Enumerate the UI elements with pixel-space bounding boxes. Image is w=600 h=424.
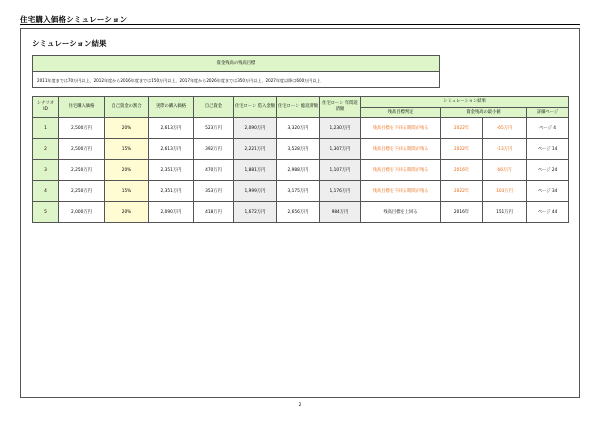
annual-repay-cell: 1,307万円	[320, 139, 361, 160]
header-total-repay: 住宅ローン 総返済額	[277, 97, 320, 118]
total-repay-cell: 3,320万円	[277, 118, 320, 139]
house-price-cell: 2,000万円	[59, 202, 105, 223]
min-balance-value-cell: -13万円	[483, 139, 527, 160]
detail-page-cell: ページ 14	[527, 139, 569, 160]
balance-target-header: 資金残高の残高目標	[33, 56, 439, 72]
house-price-cell: 2,500万円	[59, 118, 105, 139]
own-funds-cell: 523万円	[194, 118, 234, 139]
balance-target-box	[32, 55, 440, 88]
judge-cell: 残高目標を下回る期間が残る	[361, 160, 441, 181]
header-result-group: シミュレーション結果	[361, 97, 569, 108]
scenario-id-cell: 2	[33, 139, 59, 160]
annual-repay-cell: 1,107万円	[320, 160, 361, 181]
table-row	[33, 160, 569, 181]
section-title: シミュレーション結果	[32, 39, 107, 48]
min-balance-value-cell: 103万円	[483, 181, 527, 202]
header-loan-amount: 住宅ローン 借入金額	[234, 97, 277, 118]
annual-repay-cell: 1,176万円	[320, 181, 361, 202]
simulation-results-table	[32, 96, 569, 223]
own-funds-cell: 470万円	[194, 160, 234, 181]
judge-cell: 残高目標を上回る	[361, 202, 441, 223]
loan-amount-cell: 2,221万円	[234, 139, 277, 160]
annual-repay-cell: 984万円	[320, 202, 361, 223]
house-price-cell: 2,250万円	[59, 181, 105, 202]
min-balance-year-cell: 2022年	[441, 139, 483, 160]
min-balance-value-cell: 151万円	[483, 202, 527, 223]
actual-price-cell: 2,090万円	[149, 202, 194, 223]
total-repay-cell: 3,175万円	[277, 181, 320, 202]
table-row	[33, 118, 569, 139]
page-number: 2	[298, 403, 302, 408]
judge-cell: 残高目標を下回る期間が残る	[361, 139, 441, 160]
actual-price-cell: 2,351万円	[149, 181, 194, 202]
min-balance-value-cell: 66万円	[483, 160, 527, 181]
header-scenario-id: シナリオ ID	[33, 97, 59, 118]
balance-target-text: 2011年度までは70万円以上、2012年度から2016年度までは150万円以上、2017年度から2026年度までは350万円以上、2027年度以降は600万円以上	[37, 78, 321, 83]
own-ratio-cell: 15%	[105, 139, 149, 160]
scenario-id-cell: 1	[33, 118, 59, 139]
loan-amount-cell: 1,881万円	[234, 160, 277, 181]
own-ratio-cell: 20%	[105, 160, 149, 181]
detail-page-cell: ページ 4	[527, 118, 569, 139]
judge-cell: 残高目標を下回る期間が残る	[361, 181, 441, 202]
header-own-ratio: 自己資金の割合	[105, 97, 149, 118]
total-repay-cell: 2,656万円	[277, 202, 320, 223]
detail-page-cell: ページ 24	[527, 160, 569, 181]
own-funds-cell: 392万円	[194, 139, 234, 160]
document-title: 住宅購入価格シミュレーション	[20, 15, 128, 24]
actual-price-cell: 2,613万円	[149, 118, 194, 139]
scenario-id-cell: 5	[33, 202, 59, 223]
table-row	[33, 139, 569, 160]
annual-repay-cell: 1,230万円	[320, 118, 361, 139]
loan-amount-cell: 1,999万円	[234, 181, 277, 202]
min-balance-year-cell: 2016年	[441, 202, 483, 223]
title-underline	[20, 24, 580, 25]
own-funds-cell: 418万円	[194, 202, 234, 223]
loan-amount-cell: 1,672万円	[234, 202, 277, 223]
judge-cell: 残高目標を下回る期間が残る	[361, 118, 441, 139]
min-balance-year-cell: 2016年	[441, 160, 483, 181]
scenario-id-cell: 4	[33, 181, 59, 202]
header-actual-price: 実際の購入価格	[149, 97, 194, 118]
own-ratio-cell: 20%	[105, 202, 149, 223]
header-min-balance: 資金残高の最小値	[441, 108, 527, 118]
min-balance-year-cell: 2022年	[441, 181, 483, 202]
own-ratio-cell: 15%	[105, 181, 149, 202]
header-house-price: 住宅購入価格	[59, 97, 105, 118]
header-judge: 残高目標判定	[361, 108, 441, 118]
loan-amount-cell: 2,090万円	[234, 118, 277, 139]
detail-page-cell: ページ 44	[527, 202, 569, 223]
header-own-funds: 自己資金	[194, 97, 234, 118]
house-price-cell: 2,500万円	[59, 139, 105, 160]
min-balance-value-cell: -65万円	[483, 118, 527, 139]
own-ratio-cell: 20%	[105, 118, 149, 139]
total-repay-cell: 3,528万円	[277, 139, 320, 160]
own-funds-cell: 353万円	[194, 181, 234, 202]
actual-price-cell: 2,351万円	[149, 160, 194, 181]
total-repay-cell: 2,988万円	[277, 160, 320, 181]
header-detail-page: 詳細ページ	[527, 108, 569, 118]
table-row	[33, 181, 569, 202]
scenario-id-cell: 3	[33, 160, 59, 181]
actual-price-cell: 2,613万円	[149, 139, 194, 160]
header-annual-repay: 住宅ローン 年間返済額	[320, 97, 361, 118]
table-row	[33, 202, 569, 223]
house-price-cell: 2,250万円	[59, 160, 105, 181]
min-balance-year-cell: 2022年	[441, 118, 483, 139]
detail-page-cell: ページ 34	[527, 181, 569, 202]
